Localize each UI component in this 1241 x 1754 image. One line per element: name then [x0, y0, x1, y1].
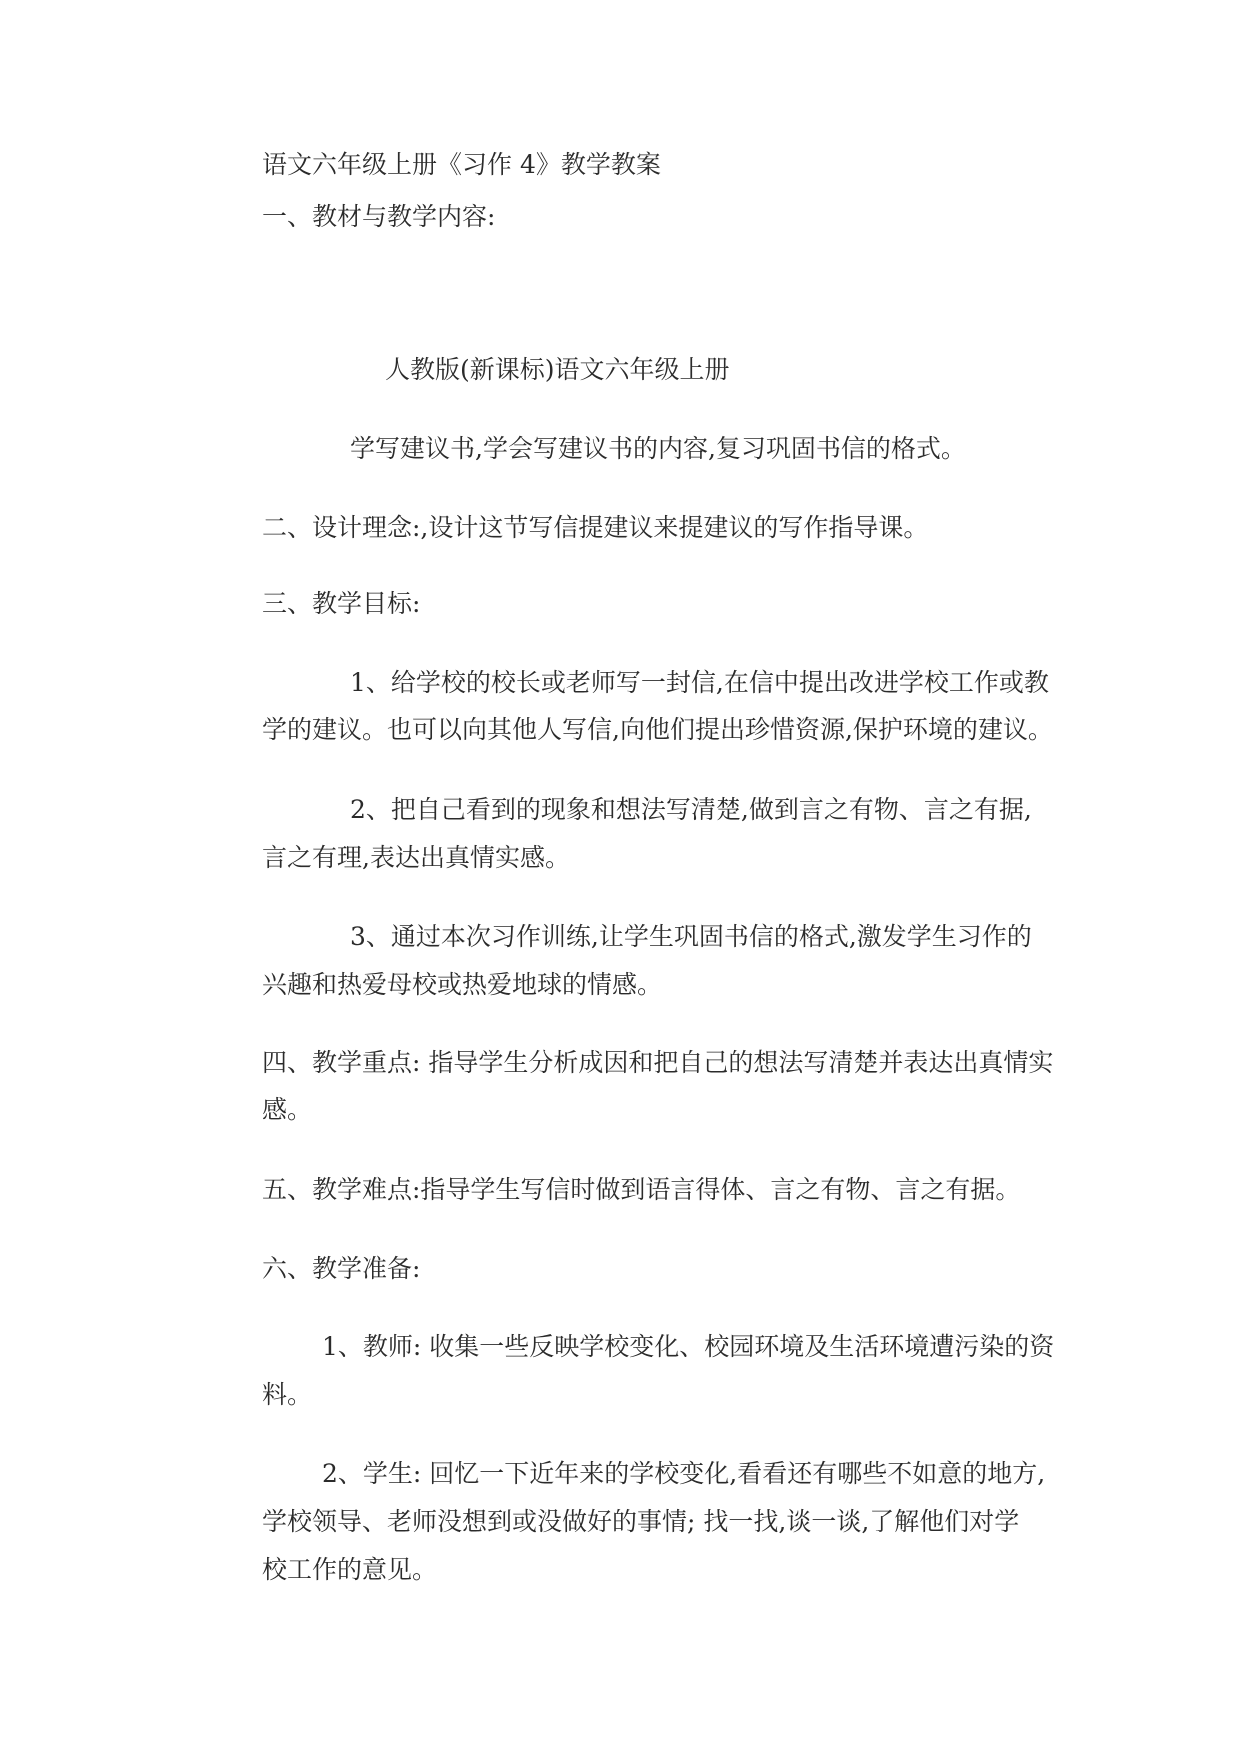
section4-line2: 感。	[262, 1095, 313, 1124]
goal1-line2: 学的建议。也可以向其他人写信,向他们提出珍惜资源,保护环境的建议。	[262, 715, 1053, 744]
document-title: 语文六年级上册《习作 4》教学教案	[262, 150, 661, 179]
prep1-line2: 料。	[262, 1380, 313, 1409]
textbook-name: 人教版(新课标)语文六年级上册	[385, 355, 730, 384]
goal2-line1: 2、把自己看到的现象和想法写清楚,做到言之有物、言之有据,	[350, 795, 1032, 824]
prep2-line3: 校工作的意见。	[262, 1555, 438, 1584]
prep2-line1: 2、学生: 回忆一下近年来的学校变化,看看还有哪些不如意的地方,	[322, 1459, 1046, 1488]
section6-heading: 六、教学准备:	[262, 1254, 421, 1283]
section3-heading: 三、教学目标:	[262, 589, 421, 618]
goal3-line1: 3、通过本次习作训练,让学生巩固书信的格式,激发学生习作的	[350, 922, 1032, 951]
section5-text: 五、教学难点:指导学生写信时做到语言得体、言之有物、言之有据。	[262, 1175, 1021, 1204]
goal1-line1: 1、给学校的校长或老师写一封信,在信中提出改进学校工作或教	[350, 668, 1049, 697]
teaching-content: 学写建议书,学会写建议书的内容,复习巩固书信的格式。	[350, 434, 966, 463]
section2-text: 二、设计理念:,设计这节写信提建议来提建议的写作指导课。	[262, 513, 929, 542]
prep1-line1: 1、教师: 收集一些反映学校变化、校园环境及生活环境遭污染的资	[322, 1332, 1055, 1361]
goal2-line2: 言之有理,表达出真情实感。	[262, 843, 570, 872]
prep2-line2: 学校领导、老师没想到或没做好的事情; 找一找,谈一谈,了解他们对学	[262, 1507, 1020, 1536]
goal3-line2: 兴趣和热爱母校或热爱地球的情感。	[262, 970, 663, 999]
section1-heading: 一、教材与教学内容:	[262, 202, 496, 231]
section4-line1: 四、教学重点: 指导学生分析成因和把自己的想法写清楚并表达出真情实	[262, 1048, 1054, 1077]
